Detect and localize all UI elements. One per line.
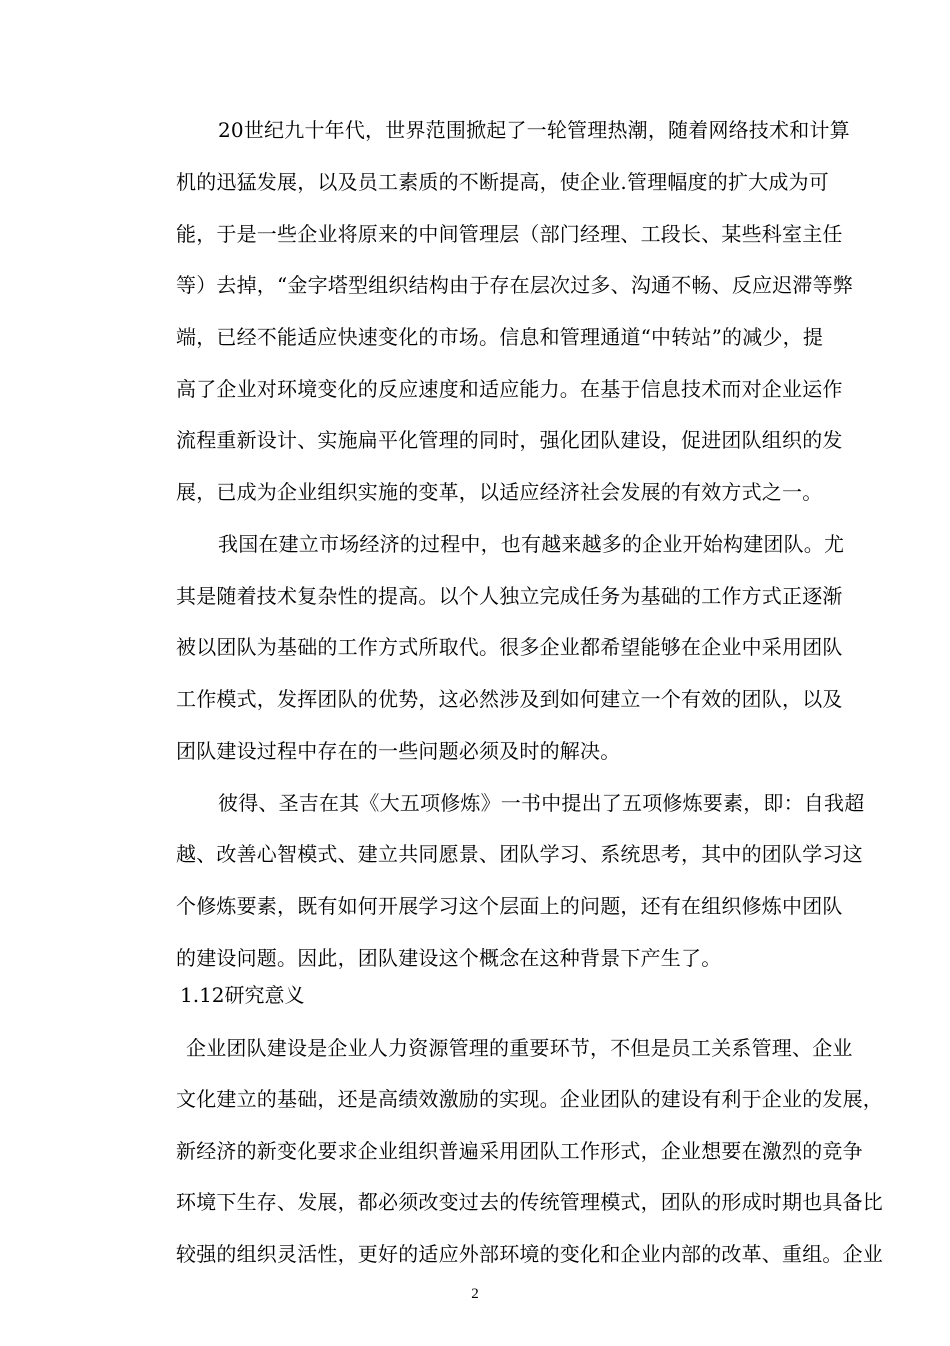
paragraph-line: 的建设问题。因此，团队建设这个概念在这种背景下产生了。 [176, 946, 722, 970]
paragraph-line: 工作模式，发挥团队的优势，这必然涉及到如何建立一个有效的团队，以及 [176, 687, 843, 711]
paragraph-line: 文化建立的基础，还是高绩效激励的实现。企业团队的建设有利于企业的发展， [176, 1087, 883, 1111]
paragraph-line: 较强的组织灵活性，更好的适应外部环境的变化和企业内部的改革、重组。企业 [176, 1242, 883, 1266]
paragraph-line: 新经济的新变化要求企业组织普遍采用团队工作形式，企业想要在激烈的竞争 [176, 1139, 863, 1163]
page-number: 2 [471, 1286, 479, 1302]
paragraph-line: 被以团队为基础的工作方式所取代。很多企业都希望能够在企业中采用团队 [176, 635, 843, 659]
paragraph-line: 越、改善心智模式、建立共同愿景、团队学习、系统思考，其中的团队学习这 [176, 842, 863, 866]
paragraph-line: 20世纪九十年代，世界范围掀起了一轮管理热潮，随着网络技术和计算 [218, 118, 850, 142]
paragraph-line: 我国在建立市场经济的过程中，也有越来越多的企业开始构建团队。尤 [218, 532, 845, 556]
paragraph-line: 高了企业对环境变化的反应速度和适应能力。在基于信息技术而对企业运作 [176, 377, 843, 401]
paragraph-line: 流程重新设计、实施扁平化管理的同时，强化团队建设，促进团队组织的发 [176, 428, 843, 452]
paragraph-line: 彼得、圣吉在其《大五项修炼》一书中提出了五项修炼要素，即：自我超 [218, 791, 865, 815]
paragraph-line: 能，于是一些企业将原来的中间管理层（部门经理、工段长、某些科室主任 [176, 222, 843, 246]
paragraph-line: 团队建设过程中存在的一些问题必须及时的解决。 [176, 739, 621, 763]
paragraph-line: 个修炼要素，既有如何开展学习这个层面上的问题，还有在组织修炼中团队 [176, 894, 843, 918]
section-heading: 1.12研究意义 [180, 983, 305, 1007]
paragraph-line: 环境下生存、发展，都必须改变过去的传统管理模式，团队的形成时期也具备比 [176, 1190, 883, 1214]
paragraph-line: 展，已成为企业组织实施的变革，以适应经济社会发展的有效方式之一。 [176, 480, 823, 504]
paragraph-line: 等）去掉，“金字塔型组织结构由于存在层次过多、沟通不畅、反应迟滞等弊 [176, 273, 854, 297]
paragraph-line: 机的迅猛发展，以及员工素质的不断提高，使企业.管理幅度的扩大成为可 [176, 170, 829, 194]
paragraph-line: 企业团队建设是企业人力资源管理的重要环节，不但是员工关系管理、企业 [186, 1036, 853, 1060]
paragraph-line: 端，已经不能适应快速变化的市场。信息和管理通道“中转站”的减少，提 [176, 325, 824, 349]
paragraph-line: 其是随着技术复杂性的提高。以个人独立完成任务为基础的工作方式正逐渐 [176, 584, 843, 608]
